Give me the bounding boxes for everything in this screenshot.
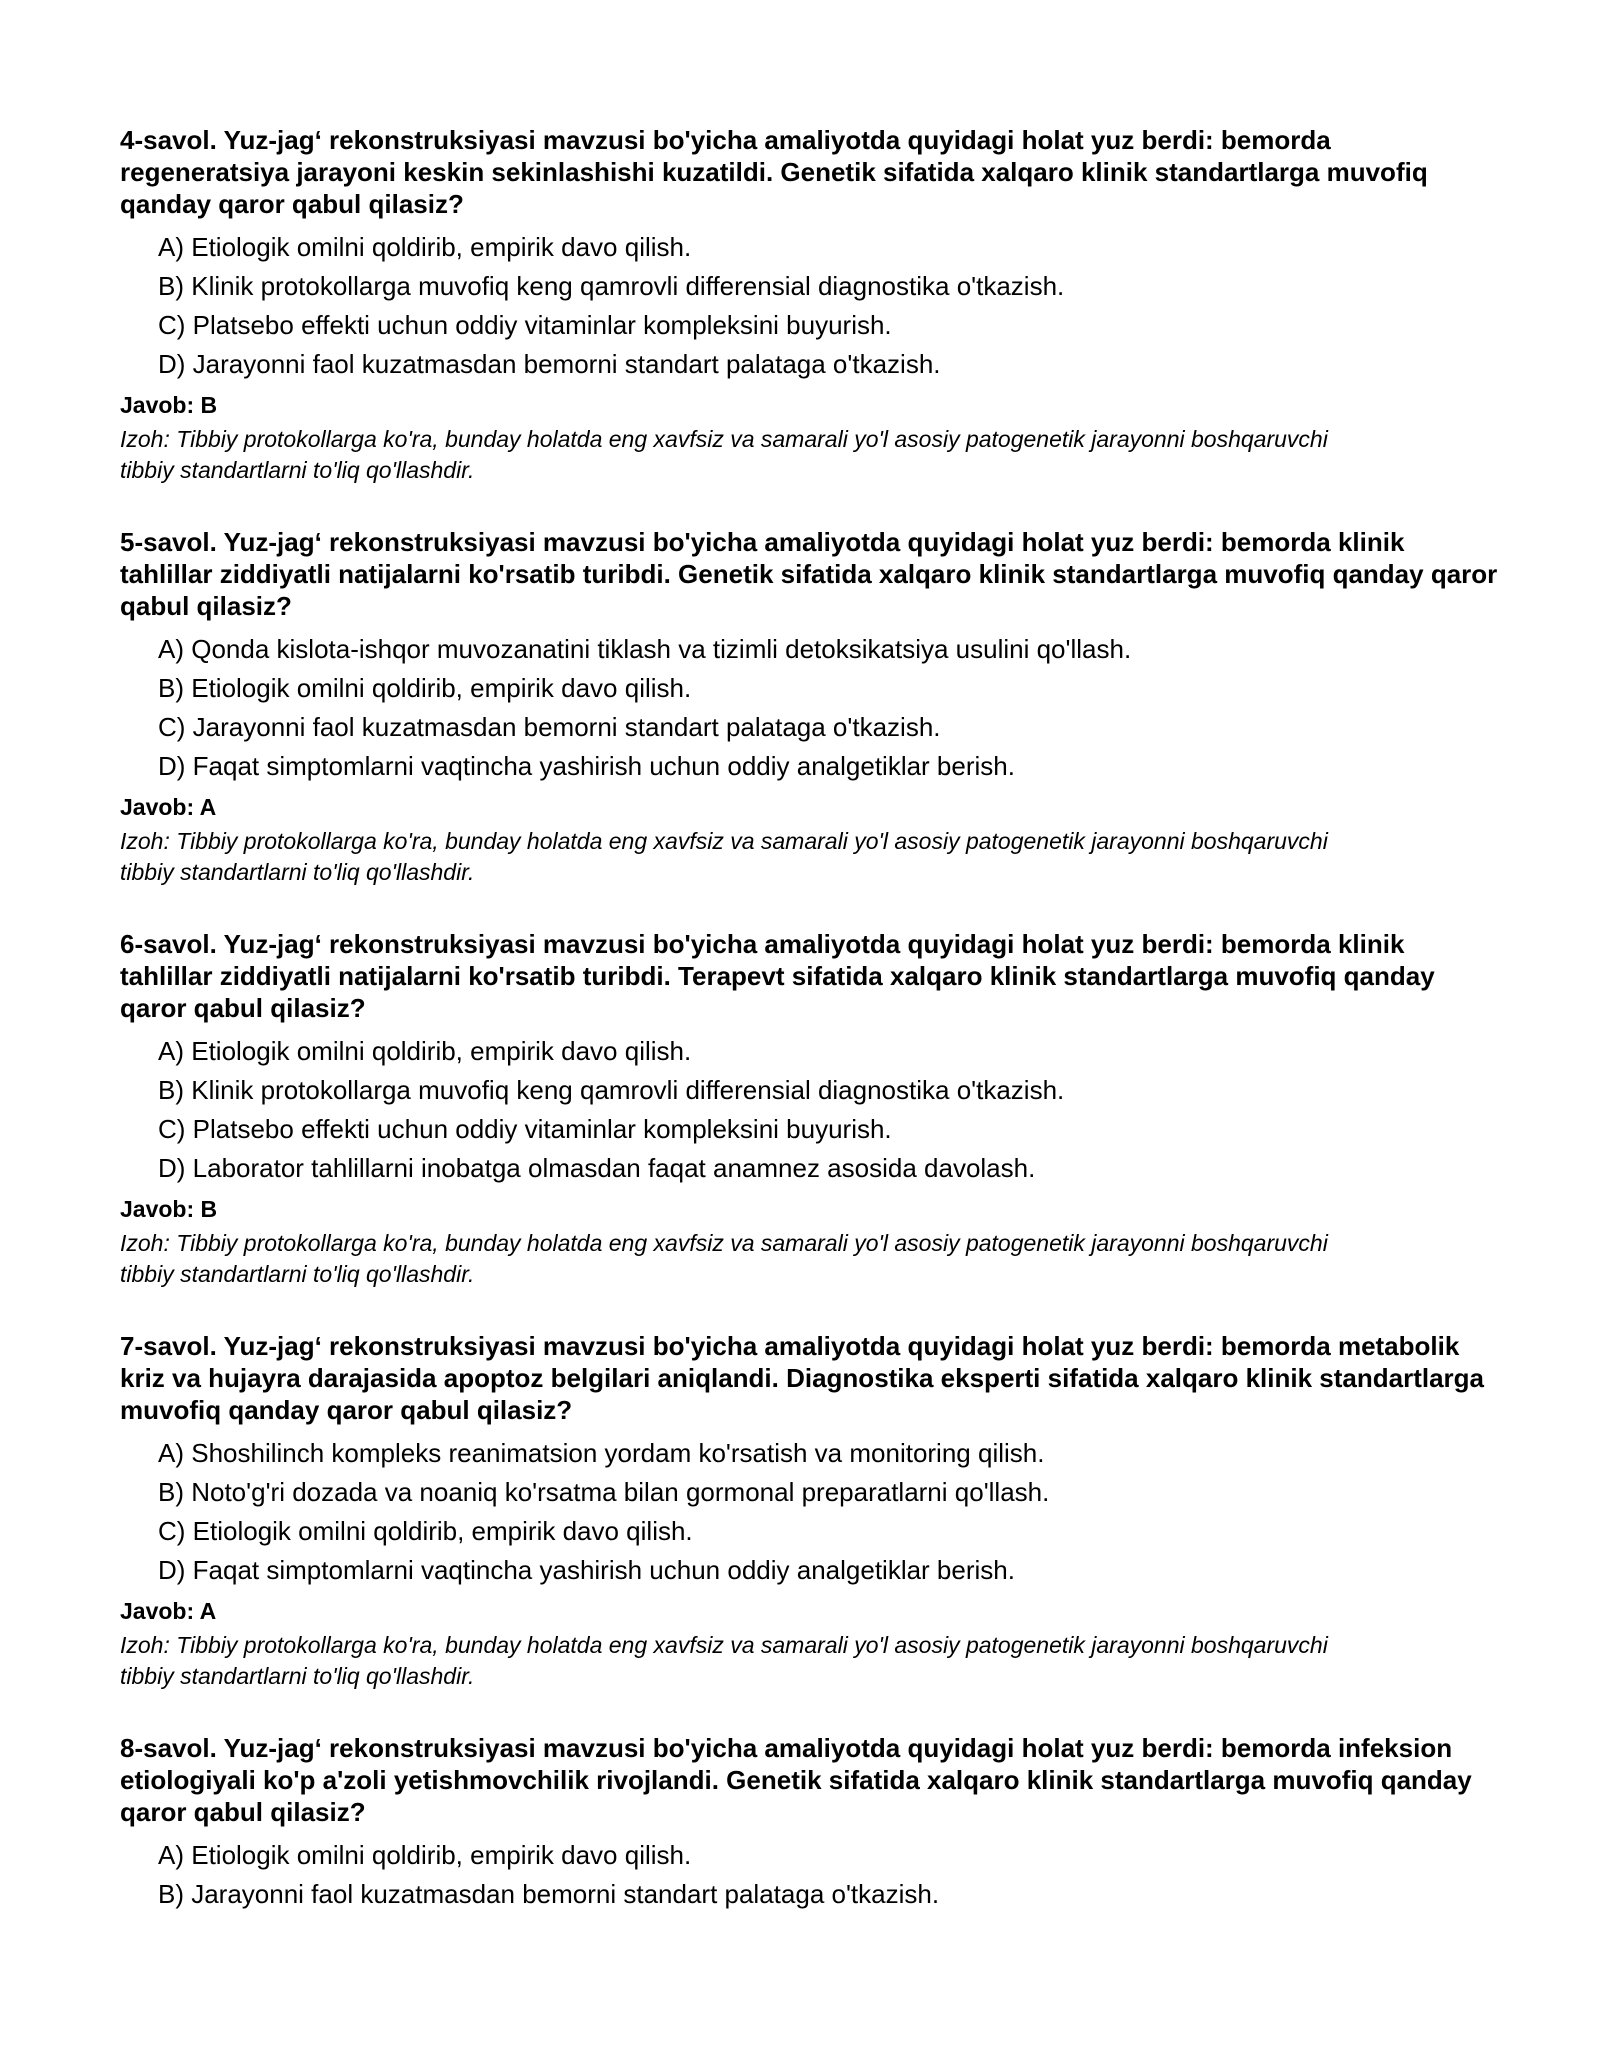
- document-page: [120, 124, 1500, 1954]
- option-c: C) Platsebo effekti uchun oddiy vitaminlar kompleksini buyurish.: [158, 310, 892, 340]
- option-b: B) Klinik protokollarga muvofiq keng qamrovli differensial diagnostika o'tkazish.: [158, 271, 1065, 301]
- option-d: D) Faqat simptomlarni vaqtincha yashirish uchun oddiy analgetiklar berish.: [158, 1555, 1015, 1585]
- answer: Javob: A: [120, 1598, 217, 1624]
- option-c: C) Platsebo effekti uchun oddiy vitaminlar kompleksini buyurish.: [158, 1114, 892, 1144]
- question-5: [120, 526, 1500, 888]
- options-list: [120, 228, 1500, 384]
- question-text: 5-savol. Yuz-jag‘ rekonstruksiyasi mavzusi bo'yicha amaliyotda quyidagi holat yuz berdi: bemorda klinik tahlillar ziddiyatli natijalarni ko'rsatib turibdi. Genetik sifatida xalqaro klinik standartlarga muvofiq qanday qaror qabul qilasiz?: [120, 527, 1498, 621]
- question-text: 7-savol. Yuz-jag‘ rekonstruksiyasi mavzusi bo'yicha amaliyotda quyidagi holat yuz berdi: bemorda metabolik kriz va hujayra darajasida apoptoz belgilari aniqlandi. Diagnostika eksperti sifatida xalqaro klinik standartlarga muvofiq qanday qaror qabul qilasiz?: [120, 1331, 1484, 1425]
- options-list: [120, 1836, 1500, 1914]
- option-b: B) Jarayonni faol kuzatmasdan bemorni standart palataga o'tkazish.: [158, 1879, 940, 1909]
- option-c: C) Jarayonni faol kuzatmasdan bemorni standart palataga o'tkazish.: [158, 712, 941, 742]
- answer: Javob: A: [120, 794, 217, 820]
- explanation: Izoh: Tibbiy protokollarga ko'ra, bunday holatda eng xavfsiz va samarali yo'l asosiy patogenetik jarayonni boshqaruvchi tibbiy standartlarni to'liq qo'llashdir.: [120, 828, 1328, 885]
- option-d: D) Jarayonni faol kuzatmasdan bemorni standart palataga o'tkazish.: [158, 349, 941, 379]
- explanation: Izoh: Tibbiy protokollarga ko'ra, bunday holatda eng xavfsiz va samarali yo'l asosiy patogenetik jarayonni boshqaruvchi tibbiy standartlarni to'liq qo'llashdir.: [120, 1230, 1328, 1287]
- option-b: B) Noto'g'ri dozada va noaniq ko'rsatma bilan gormonal preparatlarni qo'llash.: [158, 1477, 1050, 1507]
- question-7: [120, 1330, 1500, 1692]
- question-text: 6-savol. Yuz-jag‘ rekonstruksiyasi mavzusi bo'yicha amaliyotda quyidagi holat yuz berdi: bemorda klinik tahlillar ziddiyatli natijalarni ko'rsatib turibdi. Terapevt sifatida xalqaro klinik standartlarga muvofiq qanday qaror qabul qilasiz?: [120, 929, 1435, 1023]
- option-b: B) Klinik protokollarga muvofiq keng qamrovli differensial diagnostika o'tkazish.: [158, 1075, 1065, 1105]
- option-c: C) Etiologik omilni qoldirib, empirik davo qilish.: [158, 1516, 693, 1546]
- option-a: A) Qonda kislota-ishqor muvozanatini tiklash va tizimli detoksikatsiya usulini qo'llash.: [158, 634, 1132, 664]
- option-a: A) Etiologik omilni qoldirib, empirik davo qilish.: [158, 1840, 692, 1870]
- option-a: A) Etiologik omilni qoldirib, empirik davo qilish.: [158, 232, 692, 262]
- options-list: [120, 1434, 1500, 1590]
- question-8: [120, 1732, 1500, 1914]
- options-list: [120, 1032, 1500, 1188]
- explanation: Izoh: Tibbiy protokollarga ko'ra, bunday holatda eng xavfsiz va samarali yo'l asosiy patogenetik jarayonni boshqaruvchi tibbiy standartlarni to'liq qo'llashdir.: [120, 1632, 1328, 1689]
- question-4: [120, 124, 1500, 486]
- option-d: D) Faqat simptomlarni vaqtincha yashirish uchun oddiy analgetiklar berish.: [158, 751, 1015, 781]
- options-list: [120, 630, 1500, 786]
- option-a: A) Etiologik omilni qoldirib, empirik davo qilish.: [158, 1036, 692, 1066]
- question-text: 8-savol. Yuz-jag‘ rekonstruksiyasi mavzusi bo'yicha amaliyotda quyidagi holat yuz berdi: bemorda infeksion etiologiyali ko'p a'zoli yetishmovchilik rivojlandi. Genetik sifatida xalqaro klinik standartlarga muvofiq qanday qaror qabul qilasiz?: [120, 1733, 1472, 1827]
- option-a: A) Shoshilinch kompleks reanimatsion yordam ko'rsatish va monitoring qilish.: [158, 1438, 1045, 1468]
- explanation: Izoh: Tibbiy protokollarga ko'ra, bunday holatda eng xavfsiz va samarali yo'l asosiy patogenetik jarayonni boshqaruvchi tibbiy standartlarni to'liq qo'llashdir.: [120, 426, 1328, 483]
- option-d: D) Laborator tahlillarni inobatga olmasdan faqat anamnez asosida davolash.: [158, 1153, 1036, 1183]
- question-6: [120, 928, 1500, 1290]
- option-b: B) Etiologik omilni qoldirib, empirik davo qilish.: [158, 673, 692, 703]
- answer: Javob: B: [120, 392, 218, 418]
- question-text: 4-savol. Yuz-jag‘ rekonstruksiyasi mavzusi bo'yicha amaliyotda quyidagi holat yuz berdi: bemorda regeneratsiya jarayoni keskin sekinlashishi kuzatildi. Genetik sifatida xalqaro klinik standartlarga muvofiq qanday qaror qabul qilasiz?: [120, 125, 1428, 219]
- answer: Javob: B: [120, 1196, 218, 1222]
